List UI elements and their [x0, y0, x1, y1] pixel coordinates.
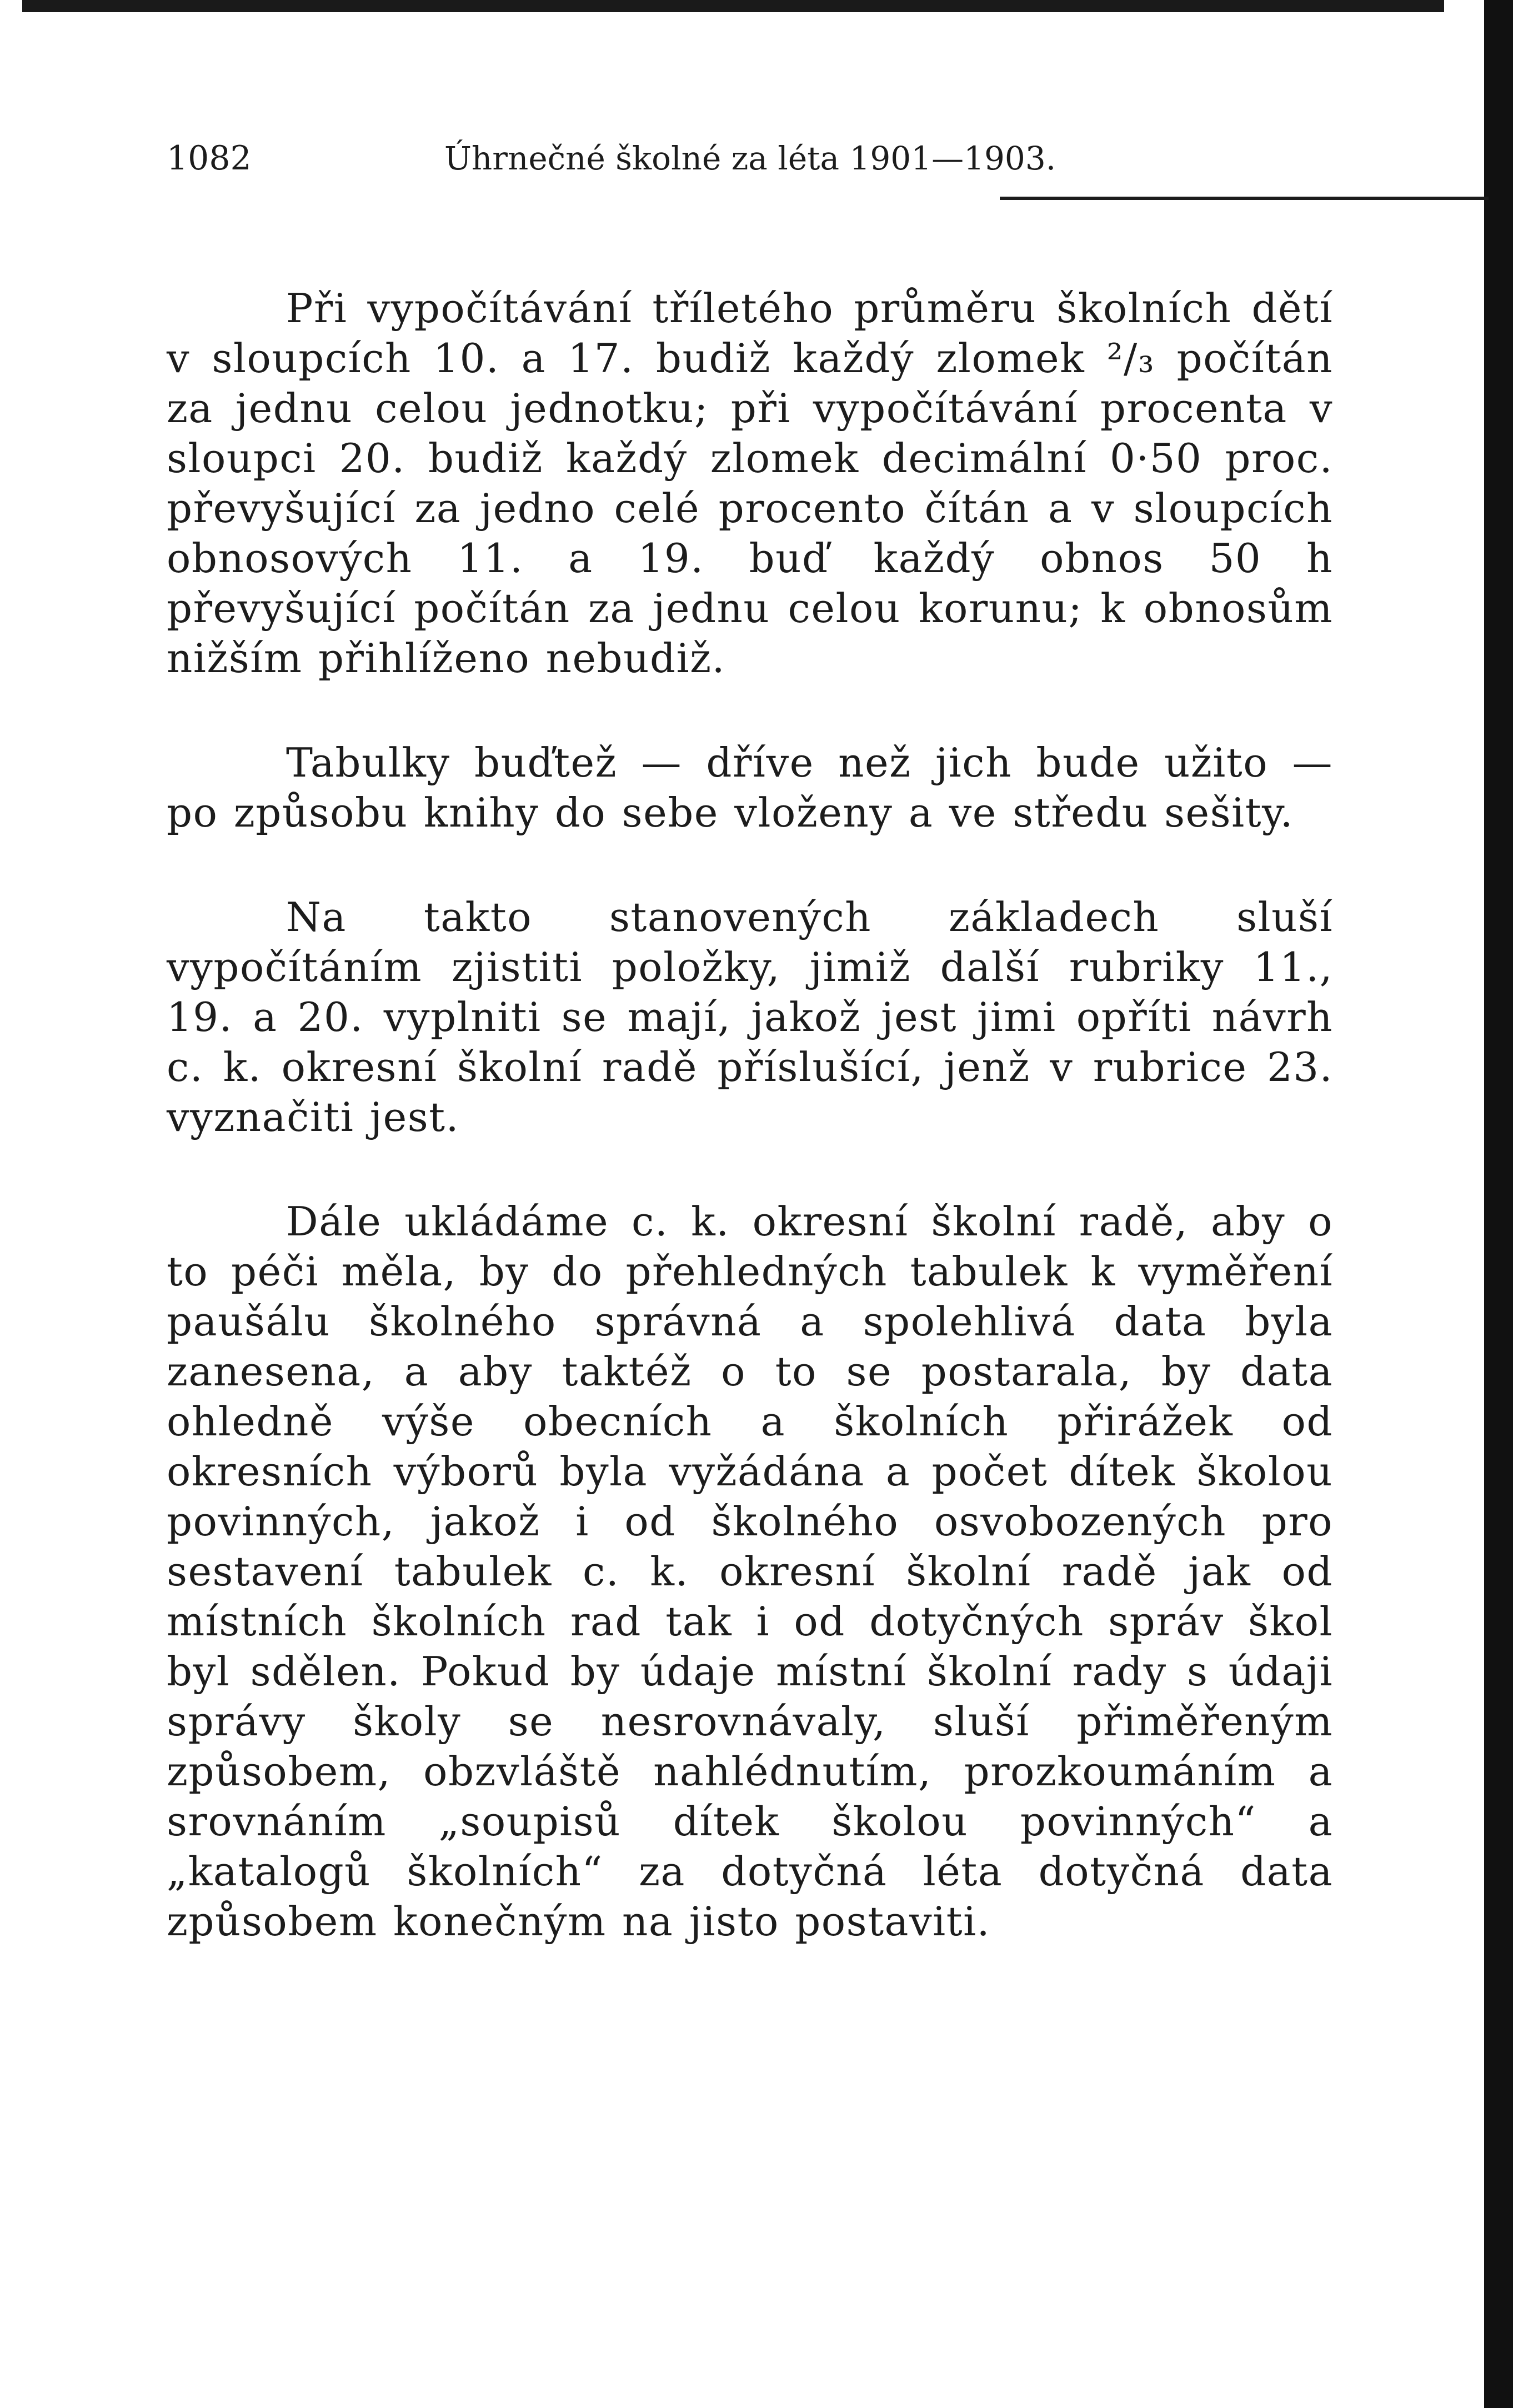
- running-title: Úhrnečné školné za léta 1901—1903.: [444, 139, 1056, 177]
- scan-top-edge: [22, 0, 1444, 12]
- scan-right-edge: [1484, 0, 1513, 2408]
- header-rule: [1000, 197, 1489, 200]
- paragraph: Při vypočítávání tříletého průměru školních dětí v sloupcích 10. a 17. budiž každý zlomek ²/₃ počítán za jednu celou jednotku; při vypočítávání procenta v sloupci 20. budiž každý zlomek decimální 0·50 proc. převyšující za jedno celé procento čítán a v sloupcích obnosových 11. a 19. buď každý obnos 50 h převyšující počítán za jednu celou korunu; k obnosům nižším přihlíženo nebudiž.: [167, 285, 1333, 682]
- page-header: [167, 128, 1333, 189]
- paragraph: Tabulky buďtež — dříve než jich bude užito — po způsobu knihy do sebe vloženy a ve středu sešity.: [167, 739, 1333, 836]
- body-text: [167, 283, 1333, 1946]
- paragraph: Na takto stanovených základech sluší vypočítáním zjistiti položky, jimiž další rubriky 11., 19. a 20. vyplniti se mají, jakož jest jimi opříti návrh c. k. okresní školní radě příslušící, jenž v rubrice 23. vyznačiti jest.: [167, 894, 1333, 1140]
- paragraph: Dále ukládáme c. k. okresní školní radě, aby o to péči měla, by do přehledných tabulek k vyměření paušálu školného správná a spolehlivá data byla zanesena, a aby taktéž o to se postarala, by data ohledně výše obecních a školních přirážek od okresních výborů byla vyžádána a počet dítek školou povinných, jakož i od školného osvobozených pro sestavení tabulek c. k. okresní školní radě jak od místních školních rad tak i od dotyčných správ škol byl sdělen. Pokud by údaje místní školní rady s údaji správy školy se nesrovnávaly, sluší přiměřeným způsobem, obzvláště nahlédnutím, prozkoumáním a srovnáním „soupisů dítek školou povinných“ a „katalogů školních“ za dotyčná léta dotyčná data způsobem konečným na jisto postaviti.: [167, 1198, 1333, 1945]
- page-content: [167, 128, 1333, 2001]
- page-number: 1082: [167, 139, 252, 178]
